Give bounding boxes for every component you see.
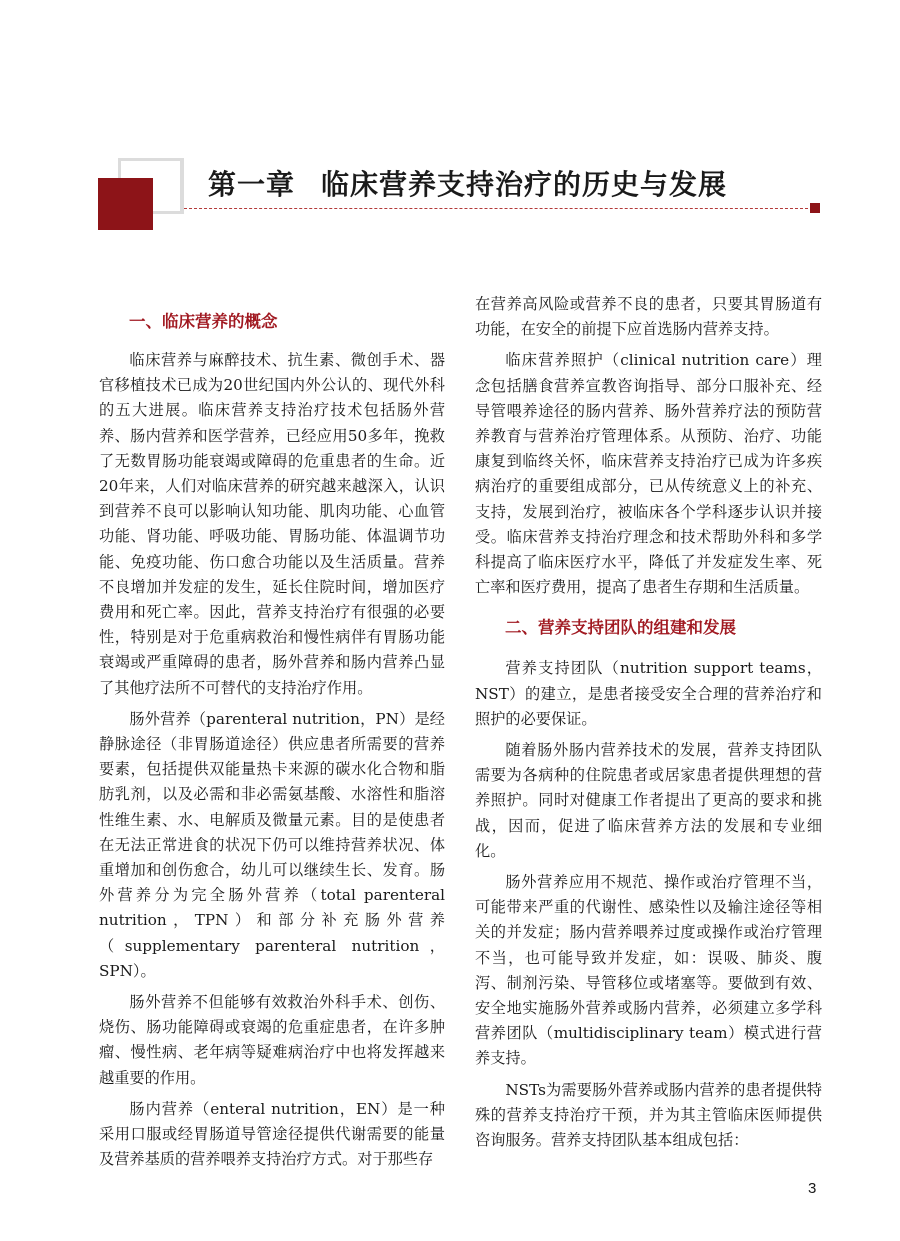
header-frame-decoration-edge bbox=[180, 158, 184, 214]
paragraph: 临床营养与麻醉技术、抗生素、微创手术、器官移植技术已成为20世纪国内外公认的、现代外科的五大进展。临床营养支持治疗技术包括肠外营养、肠内营养和医学营养，已经应用50多年，挽救了无数胃肠功能衰竭或障碍的危重患者的生命。近20年来，人们对临床营养的研究越来越深入，认识到营养不良可以影响认知功能、肌肉功能、心血管功能、肾功能、呼吸功能、胃肠功能、体温调节功能、免疫功能、伤口愈合功能以及生活质量。营养不良增加并发症的发生，延长住院时间，增加医疗费用和死亡率。因此，营养支持治疗有很强的必要性，特别是对于危重病救治和慢性病伴有胃肠功能衰竭或严重障碍的患者，肠外营养和肠内营养凸显了其他疗法所不可替代的支持治疗作用。 bbox=[99, 351, 445, 697]
page-number: 3 bbox=[808, 1180, 817, 1197]
paragraph: 随着肠外肠内营养技术的发展，营养支持团队需要为各病种的住院患者或居家患者提供理想的营养照护。同时对健康工作者提出了更高的要求和挑战，因而，促进了临床营养方法的发展和专业细化。 bbox=[475, 741, 822, 860]
left-column bbox=[99, 294, 445, 1173]
section-1-heading: 一、临床营养的概念 bbox=[129, 312, 278, 331]
header-dashed-rule bbox=[184, 208, 808, 209]
paragraph: 肠外营养不但能够有效救治外科手术、创伤、烧伤、肠功能障碍或衰竭的危重症患者，在许多肿瘤、慢性病、老年病等疑难病治疗中也将发挥越来越重要的作用。 bbox=[99, 993, 445, 1087]
paragraph: 肠外营养（parenteral nutrition，PN）是经静脉途径（非胃肠道途径）供应患者所需要的营养要素，包括提供双能量热卡来源的碳水化合物和脂肪乳剂，以及必需和非必需氨基酸、水溶性和脂溶性维生素、水、电解质及微量元素。目的是使患者在无法正常进食的状况下仍可以维持营养状况、体重增加和创伤愈合，幼儿可以继续生长、发育。肠外营养分为完全肠外营养（total parenteral nutrition，TPN）和部分补充肠外营养（supplementary parenteral nutrition，SPN）。 bbox=[99, 709, 445, 980]
section-2-heading: 二、营养支持团队的组建和发展 bbox=[505, 618, 736, 638]
paragraph: 临床营养照护（clinical nutrition care）理念包括膳食营养宣教咨询指导、部分口服补充、经导管喂养途径的肠内营养、肠外营养疗法的预防营养教育与营养治疗管理体系。从预防、治疗、功能康复到临终关怀，临床营养支持治疗已成为许多疾病治疗的重要组成部分，已从传统意义上的补充、支持，发展到治疗，被临床各个学科逐步认识并接受。临床营养支持治疗理念和技术帮助外科和多学科提高了临床医疗水平，降低了并发症发生率、死亡率和医疗费用，提高了患者生存期和生活质量。 bbox=[475, 351, 822, 597]
chapter-number: 第一章 bbox=[208, 168, 296, 201]
header-red-square bbox=[98, 178, 153, 230]
header-rule-end-square bbox=[810, 203, 820, 213]
paragraph-continuation: 在营养高风险或营养不良的患者，只要其胃肠道有功能，在安全的前提下应首选肠内营养支持。 bbox=[475, 295, 822, 339]
right-column bbox=[475, 292, 822, 1153]
chapter-title bbox=[208, 163, 727, 203]
paragraph: 肠内营养（enteral nutrition，EN）是一种采用口服或经胃肠道导管途径提供代谢需要的能量及营养基质的营养喂养支持治疗方式。对于那些存 bbox=[99, 1099, 445, 1169]
paragraph: 营养支持团队（nutrition support teams，NST）的建立，是患者接受安全合理的营养治疗和照护的必要保证。 bbox=[475, 659, 822, 728]
paragraph: 肠外营养应用不规范、操作或治疗管理不当，可能带来严重的代谢性、感染性以及输注途径等相关的并发症；肠内营养喂养过度或操作或治疗管理不当，也可能导致并发症，如：误吸、肺炎、腹泻、制剂污染、导管移位或堵塞等。要做到有效、安全地实施肠外营养或肠内营养，必须建立多学科营养团队（multidisciplinary team）模式进行营养支持。 bbox=[475, 873, 822, 1068]
chapter-name: 临床营养支持治疗的历史与发展 bbox=[321, 168, 728, 201]
paragraph: NSTs为需要肠外营养或肠内营养的患者提供特殊的营养支持治疗干预，并为其主管临床医师提供咨询服务。营养支持团队基本组成包括： bbox=[475, 1080, 822, 1150]
